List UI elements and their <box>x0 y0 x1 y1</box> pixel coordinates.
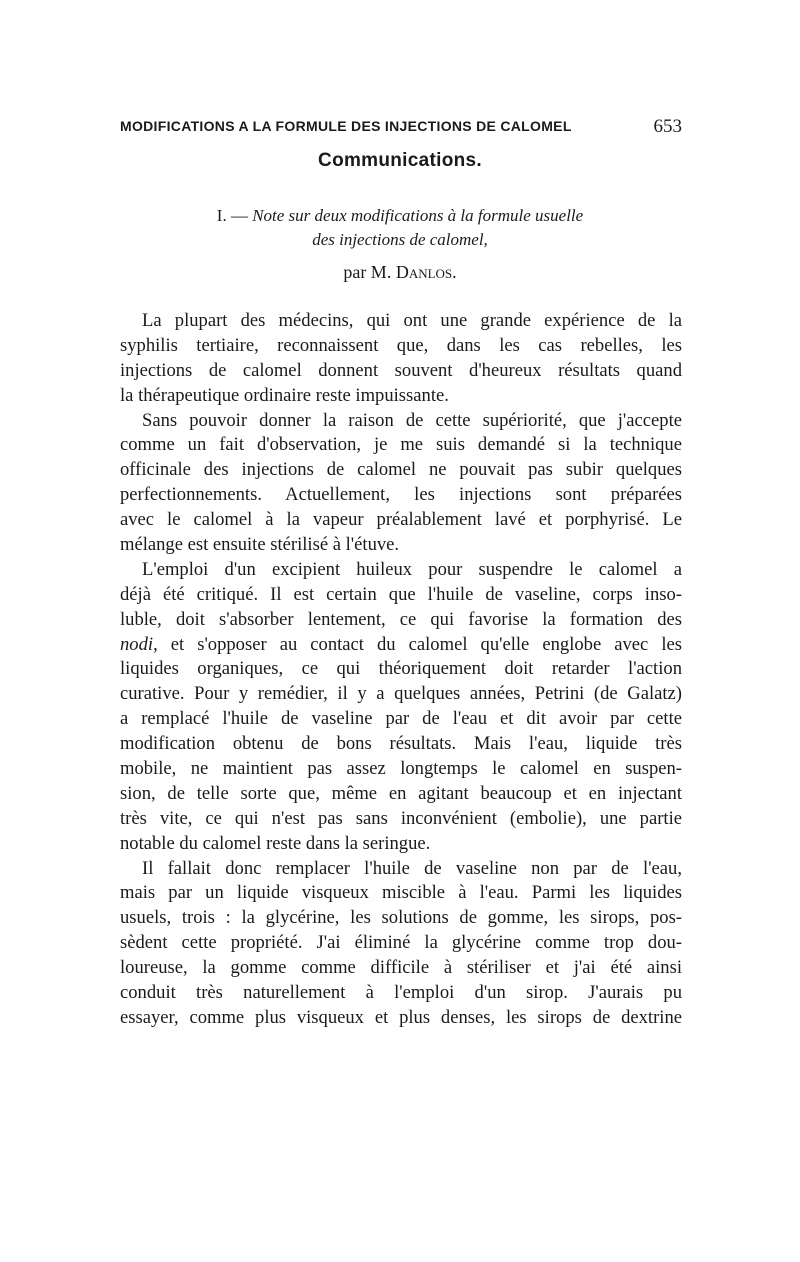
paragraph <box>120 309 682 409</box>
text-line: a remplacé l'huile de vaseline par de l'eau et dit avoir par cette <box>120 708 682 730</box>
text-line: injections de calomel donnent souvent d'heureux résultats quand <box>120 359 682 381</box>
note-number: I. — <box>216 206 248 225</box>
text-line: essayer, comme plus visqueux et plus denses, les sirops de dextrine <box>120 1006 682 1028</box>
text-line: Sans pouvoir donner la raison de cette supériorité, que j'accepte <box>142 409 682 431</box>
running-title: MODIFICATIONS A LA FORMULE DES INJECTIONS DE CALOMEL <box>120 118 572 134</box>
text-line: avec le calomel à la vapeur préalablement lavé et porphyrisé. Le <box>120 509 682 531</box>
text-line: loureuse, la gomme comme difficile à stériliser et j'ai été ainsi <box>120 957 682 979</box>
note-title-text-1: Note sur deux modifications à la formule usuelle <box>252 206 584 225</box>
text-line: officinale des injections de calomel ne pouvait pas subir quelques <box>120 459 682 481</box>
body-text <box>120 309 682 1031</box>
text-line: déjà été critiqué. Il est certain que l'huile de vaseline, corps inso- <box>120 583 682 605</box>
note-title-text-2: des injections de calomel, <box>312 230 488 249</box>
text-line: liquides organiques, ce qui théoriquement doit retarder l'action <box>120 658 682 680</box>
text-line: mais par un liquide visqueux miscible à l'eau. Parmi les liquides <box>120 882 682 904</box>
text-line: modification obtenu de bons résultats. Mais l'eau, liquide très <box>120 733 682 755</box>
text-line: La plupart des médecins, qui ont une grande expérience de la <box>142 310 682 331</box>
author-name: Danlos. <box>395 262 457 282</box>
text-line: très vite, ce qui n'est pas sans inconvénient (embolie), une partie <box>120 807 682 829</box>
text-line: L'emploi d'un excipient huileux pour suspendre le calomel a <box>142 558 682 580</box>
paragraph <box>120 558 682 857</box>
text-line: Il fallait donc remplacer l'huile de vaseline non par de l'eau, <box>142 857 682 879</box>
author-prefix: par M. <box>343 262 396 282</box>
text-line: perfectionnements. Actuellement, les injections sont préparées <box>120 484 682 506</box>
text-line: la thérapeutique ordinaire reste impuissante. <box>120 384 449 406</box>
text-line: usuels, trois : la glycérine, les solutions de gomme, les sirops, pos- <box>120 907 682 929</box>
note-title-line-1 <box>0 204 800 228</box>
text-line: comme un fait d'observation, je me suis demandé si la technique <box>120 434 682 456</box>
author-byline <box>0 262 800 283</box>
text-line: mélange est ensuite stérilisé à l'étuve. <box>120 534 400 556</box>
paragraph <box>120 409 682 558</box>
page-number: 653 <box>653 116 682 137</box>
text-line: notable du calomel reste dans la seringue. <box>120 832 431 854</box>
text-line: nodi, et s'opposer au contact du calomel qu'elle englobe avec les <box>120 633 682 655</box>
note-title <box>0 204 800 252</box>
text-line: syphilis tertiaire, reconnaissent que, dans les cas rebelles, les <box>120 334 682 356</box>
note-title-line-2 <box>0 228 800 252</box>
text-line: curative. Pour y remédier, il y a quelques années, Petrini (de Galatz) <box>120 683 682 705</box>
text-line: sèdent cette propriété. J'ai éliminé la glycérine comme trop dou- <box>120 932 682 954</box>
text-line: sion, de telle sorte que, même en agitant beaucoup et en injectant <box>120 782 682 804</box>
section-title: Communications. <box>318 150 482 171</box>
text-line: conduit très naturellement à l'emploi d'un sirop. J'aurais pu <box>120 982 682 1004</box>
running-header <box>120 116 682 140</box>
paragraph <box>120 857 682 1031</box>
text-line: luble, doit s'absorber lentement, ce qui favorise la formation des <box>120 608 682 630</box>
text-line: mobile, ne maintient pas assez longtemps le calomel en suspen- <box>120 758 682 780</box>
